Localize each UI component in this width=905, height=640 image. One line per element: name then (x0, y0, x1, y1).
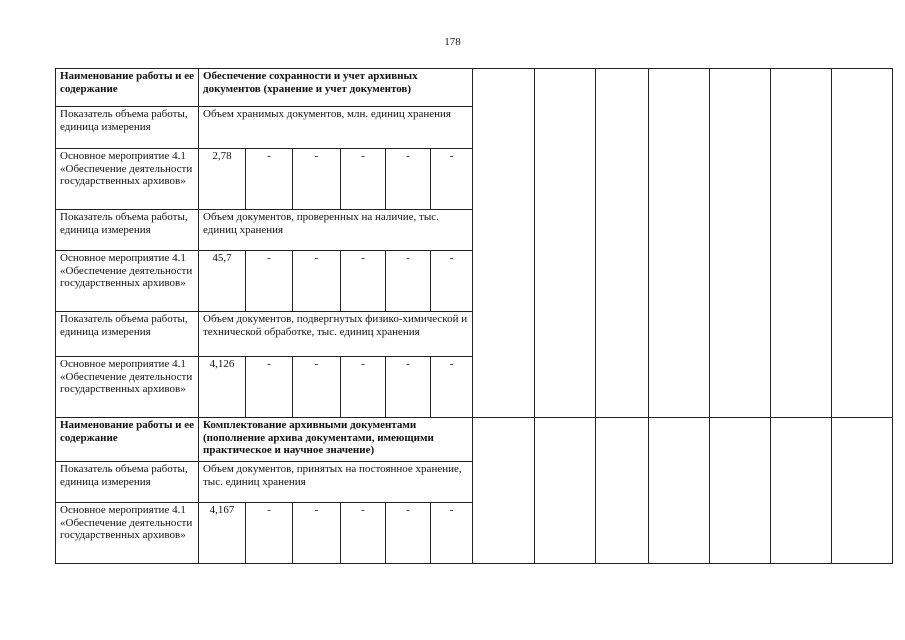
measure-dash: - (431, 503, 473, 564)
empty-column-cell (535, 69, 596, 418)
measure-dash: - (341, 149, 386, 210)
measure-dash: - (431, 251, 473, 312)
measure-value: 4,126 (199, 357, 246, 418)
measure-dash: - (341, 251, 386, 312)
page-number: 178 (444, 36, 461, 48)
empty-column-cell (832, 418, 893, 564)
empty-column-cell (596, 418, 649, 564)
measure-dash: - (341, 503, 386, 564)
measure-label: Основное мероприятие 4.1 «Обеспечение деятельности государственных архивов» (56, 503, 199, 564)
section-header-title: Обеспечение сохранности и учет архивных документов (хранение и учет документов) (199, 69, 473, 107)
measure-dash: - (386, 503, 431, 564)
measure-dash: - (246, 149, 293, 210)
section-header-title: Комплектование архивными документами (пополнение архива документами, имеющими практическое и научное значение) (199, 418, 473, 462)
indicator-label: Показатель объема работы, единица измерения (56, 107, 199, 149)
empty-column-cell (473, 69, 535, 418)
measure-label: Основное мероприятие 4.1 «Обеспечение деятельности государственных архивов» (56, 149, 199, 210)
empty-column-cell (710, 418, 771, 564)
measure-dash: - (293, 357, 341, 418)
measure-value: 45,7 (199, 251, 246, 312)
measure-dash: - (431, 357, 473, 418)
section-header-row (56, 418, 893, 462)
measure-dash: - (386, 357, 431, 418)
empty-column-cell (710, 69, 771, 418)
empty-column-cell (649, 69, 710, 418)
indicator-value: Объем документов, подвергнутых физико-химической и технической обработке, тыс. единиц хранения (199, 312, 473, 357)
empty-column-cell (649, 418, 710, 564)
empty-column-cell (596, 69, 649, 418)
measure-value: 2,78 (199, 149, 246, 210)
measure-dash: - (293, 149, 341, 210)
measure-label: Основное мероприятие 4.1 «Обеспечение деятельности государственных архивов» (56, 357, 199, 418)
indicator-label: Показатель объема работы, единица измерения (56, 210, 199, 251)
measure-dash: - (386, 251, 431, 312)
empty-column-cell (473, 418, 535, 564)
measure-dash: - (293, 503, 341, 564)
measure-dash: - (246, 503, 293, 564)
indicator-value: Объем документов, принятых на постоянное хранение, тыс. единиц хранения (199, 462, 473, 503)
section-header-label: Наименование работы и ее содержание (56, 69, 199, 107)
measure-dash: - (246, 357, 293, 418)
empty-column-cell (832, 69, 893, 418)
measure-value: 4,167 (199, 503, 246, 564)
indicator-value: Объем хранимых документов, млн. единиц хранения (199, 107, 473, 149)
empty-column-cell (771, 69, 832, 418)
empty-column-cell (771, 418, 832, 564)
indicator-label: Показатель объема работы, единица измерения (56, 462, 199, 503)
work-table (55, 68, 893, 564)
section-header-label: Наименование работы и ее содержание (56, 418, 199, 462)
indicator-label: Показатель объема работы, единица измерения (56, 312, 199, 357)
measure-dash: - (386, 149, 431, 210)
empty-column-cell (535, 418, 596, 564)
section-header-row (56, 69, 893, 107)
measure-dash: - (246, 251, 293, 312)
indicator-value: Объем документов, проверенных на наличие, тыс. единиц хранения (199, 210, 473, 251)
measure-label: Основное мероприятие 4.1 «Обеспечение деятельности государственных архивов» (56, 251, 199, 312)
measure-dash: - (431, 149, 473, 210)
measure-dash: - (293, 251, 341, 312)
measure-dash: - (341, 357, 386, 418)
